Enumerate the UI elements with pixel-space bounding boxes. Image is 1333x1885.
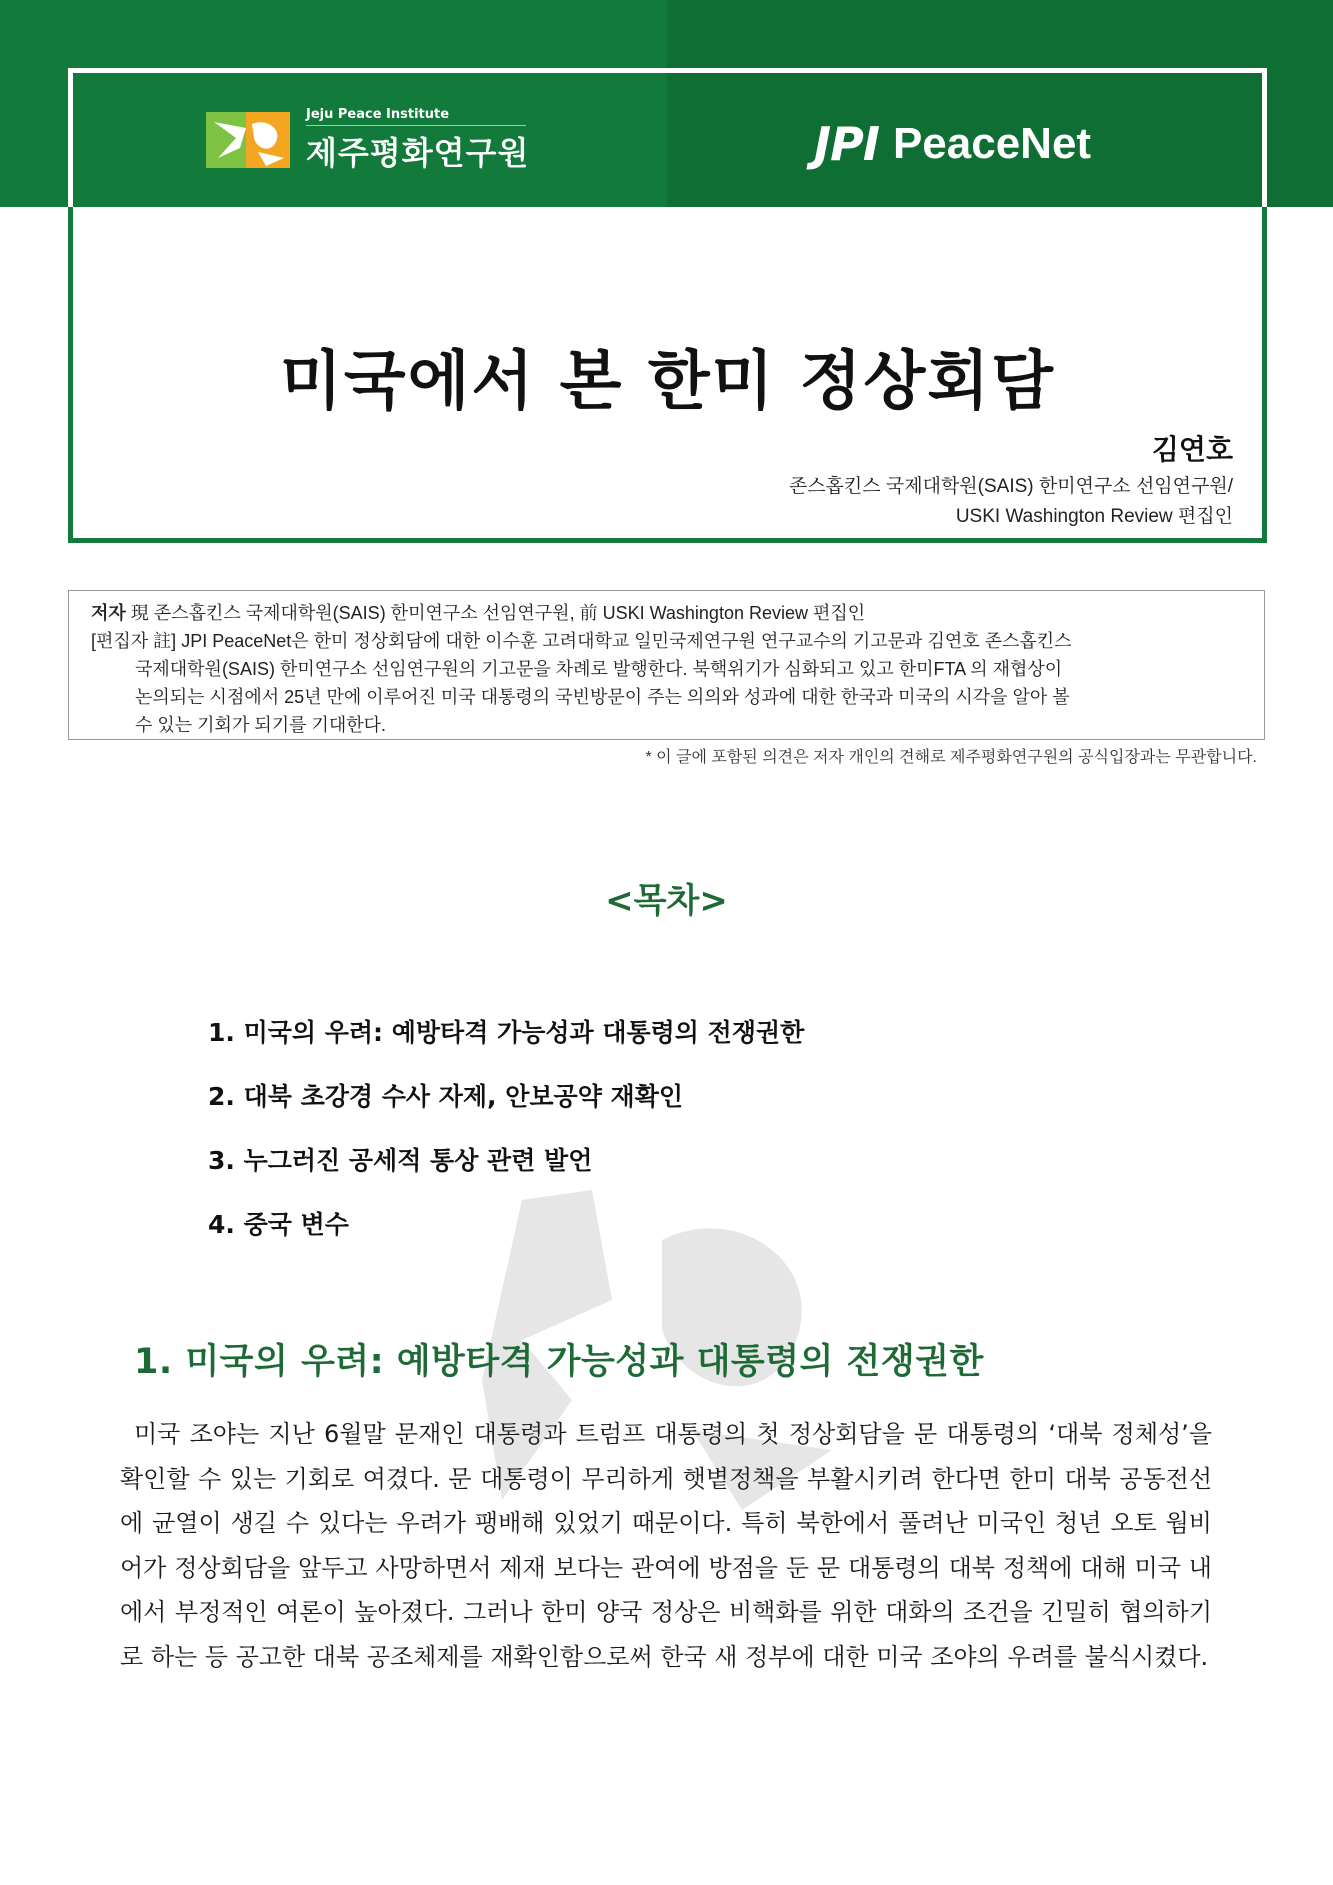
dove-logo-icon (206, 108, 294, 172)
author-info-line (91, 599, 1244, 627)
affiliation-line-2: USKI Washington Review 편집인 (955, 506, 1233, 527)
toc-title: <목차> (605, 881, 728, 921)
editor-label: [편집자 註] (91, 631, 177, 651)
toc-item: 4. 중국 변수 (208, 1210, 349, 1239)
peacenet-name: PeaceNet (892, 119, 1092, 168)
editor-note-line-2: 국제대학원(SAIS) 한미연구소 선임연구원의 기고문을 차례로 발행한다. 북핵위기가 심화되고 있고 한미FTA 의 재협상이 (135, 659, 1063, 679)
author-label: 저자 (91, 603, 126, 623)
editor-note-text-1: JPI PeaceNet은 한미 정상회담에 대한 이수훈 고려대학교 일민국제연구원 연구교수의 기고문과 김연호 존스홉킨스 (181, 631, 1072, 651)
editor-note-line-1 (91, 627, 1244, 655)
affiliation-line-1: 존스홉킨스 국제대학원(SAIS) 한미연구소 선임연구원/ (788, 476, 1233, 497)
section-title: 1. 미국의 우려: 예방타격 가능성과 대통령의 전쟁권한 (134, 1342, 984, 1382)
section-paragraph: 미국 조야는 지난 6월말 문재인 대통령과 트럼프 대통령의 첫 정상회담을 문 대통령의 ‘대북 정체성’을 확인할 수 있는 기회로 여겼다. 문 대통령이 무리하게 햇볕정책을 부활시키려 한다면 한미 대북 공동전선에 균열이 생길 수 있다는 우려가 팽배해 있었기 때문이다. 특히 북한에서 풀려난 미국인 청년 오토 웜비어가 정상회담을 앞두고 사망하면서 제재 보다는 관여에 방점을 둔 문 대통령의 대북 정책에 대해 미국 내에서 부정적인 여론이 높아졌다. 그러나 한미 양국 정상은 비핵화를 위한 대화의 조건을 긴밀히 협의하기로 하는 등 공고한 대북 공조체제를 재확인함으로써 한국 새 정부에 대한 미국 조야의 우려를 불식시켰다. (120, 1420, 1212, 1671)
editor-note-line-3: 논의되는 시점에서 25년 만에 이루어진 미국 대통령의 국빈방문이 주는 의의와 성과에 대한 한국과 미국의 시각을 알아 볼 (135, 687, 1070, 707)
jeju-peace-institute-logo (206, 108, 529, 172)
peacenet-logo (814, 114, 1091, 174)
editor-note-line-4: 수 있는 기회가 되기를 기대한다. (135, 715, 387, 735)
author-affiliation (789, 472, 1233, 532)
author-name: 김연호 (1151, 433, 1233, 466)
toc-item: 3. 누그러진 공세적 통상 관련 발언 (208, 1146, 593, 1175)
author-info-text: 現 존스홉킨스 국제대학원(SAIS) 한미연구소 선임연구원, 前 USKI Washington Review 편집인 (130, 603, 866, 623)
document-title: 미국에서 본 한미 정상회담 (280, 345, 1055, 419)
editor-note-box (68, 590, 1265, 740)
institute-name-ko: 제주평화연구원 (306, 133, 530, 172)
toc-item: 2. 대북 초강경 수사 자제, 안보공약 재확인 (208, 1082, 684, 1111)
jpi-mark: JPI (814, 117, 879, 171)
toc-item: 1. 미국의 우려: 예방타격 가능성과 대통령의 전쟁권한 (208, 1018, 805, 1047)
disclaimer: * 이 글에 포함된 의견은 저자 개인의 견해로 제주평화연구원의 공식입장과는 무관합니다. (645, 749, 1257, 766)
institute-name-en: Jeju Peace Institute (306, 107, 526, 126)
